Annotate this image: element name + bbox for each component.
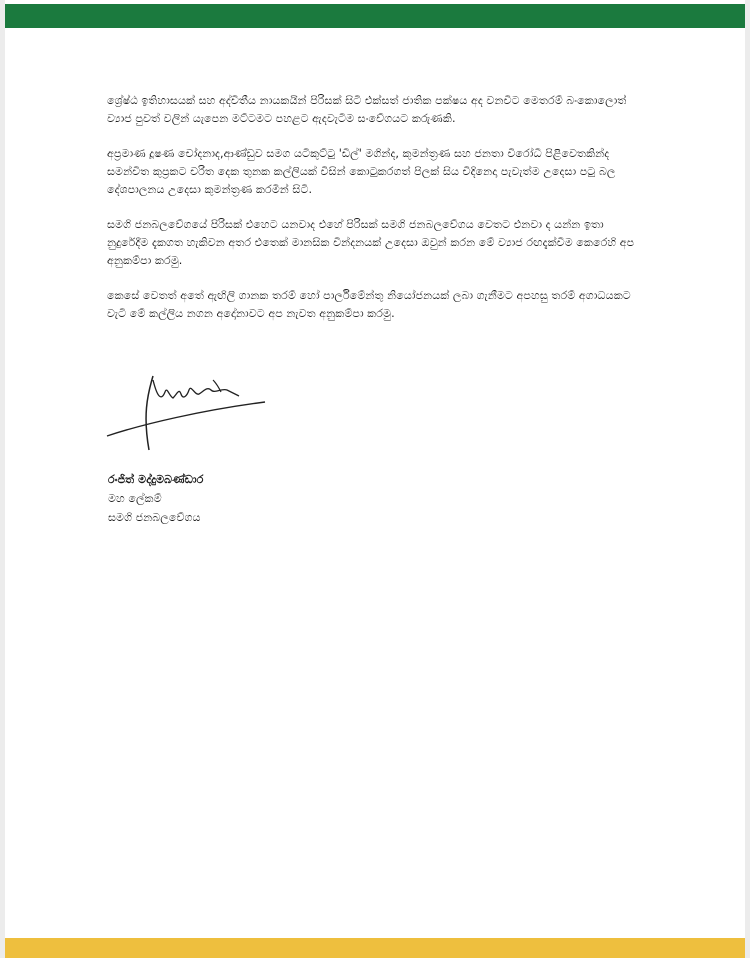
letter-body xyxy=(107,92,637,340)
top-green-band xyxy=(5,4,745,28)
signatory-title: මහ ලේකම් xyxy=(108,492,162,505)
paragraph-4: කෙසේ වෙතත් අතේ ඇඟිලි ගානක තරම් හෝ පාර්ලිමේන්තු නියෝජනයක් ලබා ගැනීමට අපහසු තරම් අගාධයකට වැටී මේ කල්ලිය නගන අදෝනාවට අප නැවත අනුකම්පා කරමු. xyxy=(107,289,631,320)
bottom-yellow-band xyxy=(5,938,745,958)
letter-page xyxy=(5,0,745,958)
signatory-organization: සමගි ජනබලවේගය xyxy=(108,511,201,524)
handwritten-signature xyxy=(103,366,273,458)
signoff-block xyxy=(108,470,203,527)
paragraph-1: ශ්‍රේෂ්ඨ ඉතිහාසයක් සහ අද්විතීය නායකයින් පිරිසක් සිටි එක්සත් ජාතික පක්ෂය අද වනවිට මෙතරම් බංකොලොත් ව්‍යාජ පුවත් වලින් යැපෙන මට්ටමට පහළට ඇදවැටීම සංවේගයට කරුණකි. xyxy=(107,94,627,125)
signatory-name: රංජිත් මද්දුමබණ්ඩාර xyxy=(108,473,204,486)
paragraph-3: සමගි ජනබලවේගයේ පිරිසක් එහෙට යනවාද එහේ පිරිසක් සමගි ජනබලවේගය වෙතට එනවා ද යන්න ඉතා නුදුරේදීම දැකගත හැකිවන අතර එතෙක් මානසික වින්දනයක් උදෙසා ඔවුන් කරන මේ ව්‍යාජ රඟදැක්වීම කෙරෙහි අප අනුකම්පා කරමු. xyxy=(107,218,635,267)
paragraph-2: අප්‍රමාණ දූෂණ චෝදනාද,ආණ්ඩුව සමග යටිකුට්ටු 'ඩීල්' මගින්ද, කුමන්ත්‍රණ සහ ජනතා විරෝධී පිළිවෙතකින්ද සමන්විත කුප්‍රකට චරිත දෙක තුනක කල්ලියක් විසින් කොටුකරගත් පිලක් සිය චිදිනෙදා පැවැත්ම උදෙසා පටු බල දේශපාලනය උදෙසා කුමන්ත්‍රණ කරමින් සිටී. xyxy=(107,147,616,196)
